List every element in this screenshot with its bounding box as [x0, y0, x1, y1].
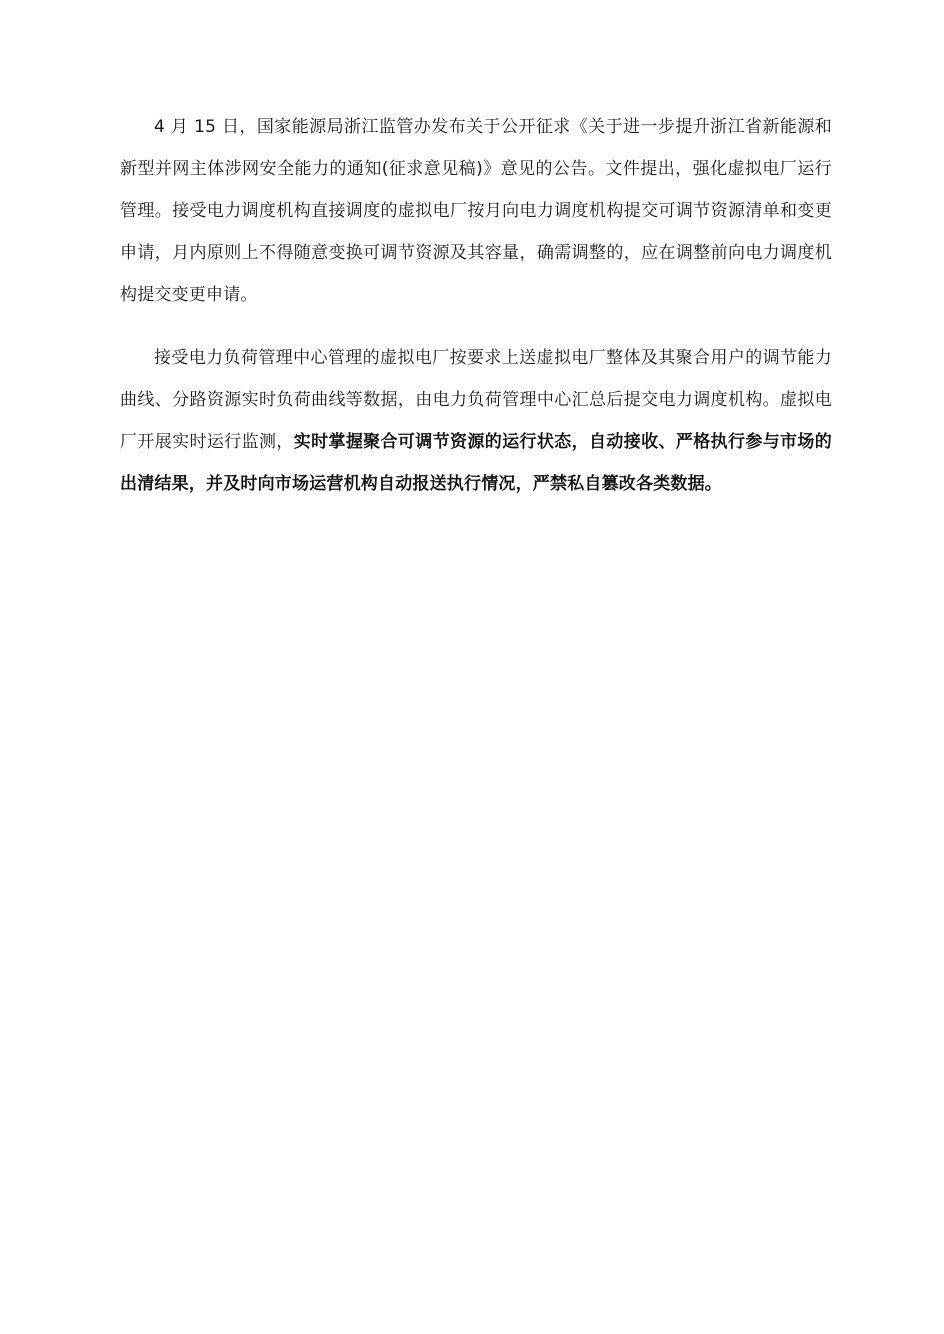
- paragraph-1: [120, 106, 832, 316]
- paragraph-2-text: 接受电力负荷管理中心管理的虚拟电厂按要求上送虚拟电厂整体及其聚合用户的调节能力曲线、分路资源实时负荷曲线等数据，由电力负荷管理中心汇总后提交电力调度机构。虚拟电厂开展实时运行监测，: [120, 348, 832, 452]
- paragraph-2: [120, 337, 832, 505]
- document-body: [120, 106, 832, 505]
- paragraph-1-text: 4 月 15 日，国家能源局浙江监管办发布关于公开征求《关于进一步提升浙江省新能源和新型并网主体涉网安全能力的通知(征求意见稿)》意见的公告。文件提出，强化虚拟电厂运行管理。接受电力调度机构直接调度的虚拟电厂按月向电力调度机构提交可调节资源清单和变更申请，月内原则上不得随意变换可调节资源及其容量，确需调整的，应在调整前向电力调度机构提交变更申请。: [120, 117, 832, 305]
- paragraph-2-bold-text: 实时掌握聚合可调节资源的运行状态，自动接收、严格执行参与市场的出清结果，并及时向市场运营机构自动报送执行情况，严禁私自篡改各类数据。: [120, 432, 832, 494]
